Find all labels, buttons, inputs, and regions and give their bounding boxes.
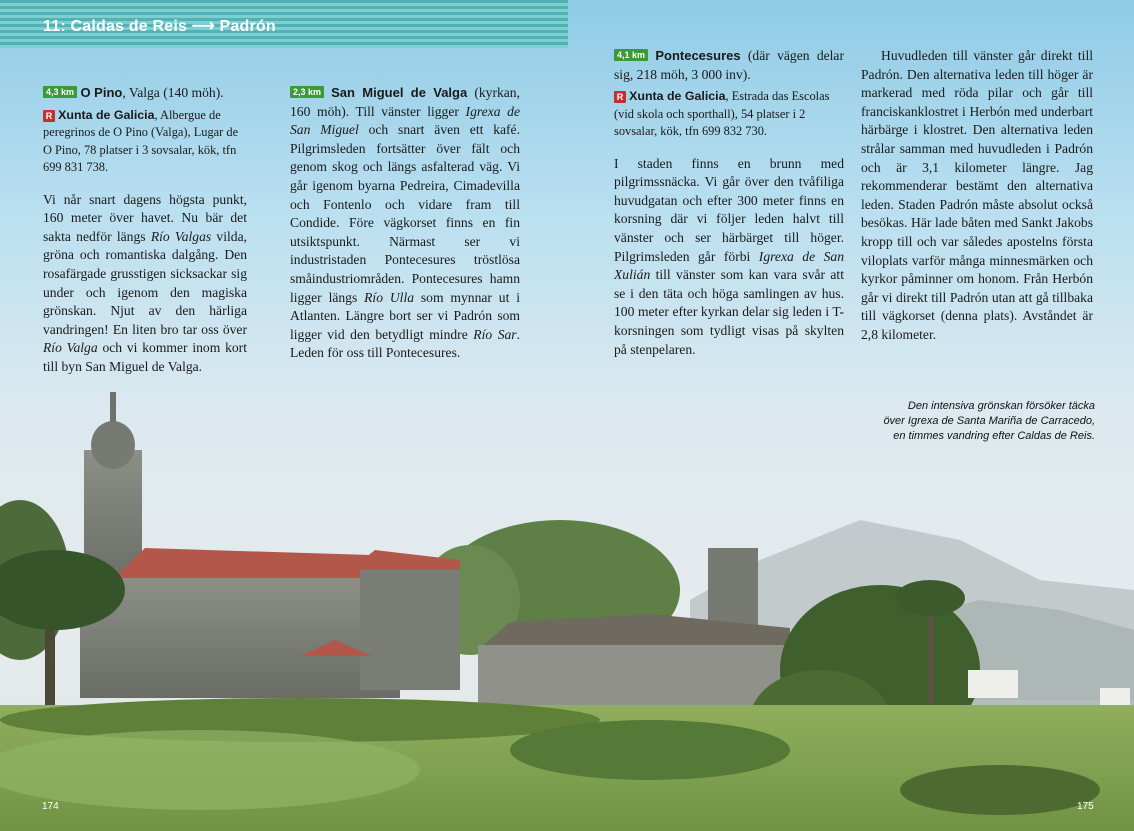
text-run: till vänster som kan vara svår att se i den täta och höga samlingen av hus. 100 meter efter kyrkan delar sig leden i T-korsningen som tydligt visas på skylten på stenpelaren. <box>614 267 844 357</box>
italic-run: Igrexa de San Xulián <box>614 248 844 283</box>
column-3 <box>614 47 844 359</box>
place-details: , Valga (140 möh). <box>122 85 224 100</box>
text-run: I staden finns en brunn med pilgrimssnäcka. Vi går över den tvåfiliga huvudgatan och efter 300 meter finns en korsning där vi följer leden halvt till vänster och ser härbärget till höger. Pilgrimsleden går förbi <box>614 155 844 264</box>
text-run: Vi når snart dagens högsta punkt, 160 meter över havet. Nu bär det sakta nedför längs <box>43 191 247 244</box>
text-run: . Leden för oss till Pontecesures. <box>290 326 520 361</box>
page-number-left: 174 <box>42 801 59 812</box>
italic-run: Río Sar <box>473 326 517 342</box>
chapter-title: 11: Caldas de Reis ⟶ Padrón <box>43 18 276 35</box>
body-paragraph <box>290 84 520 363</box>
column-2 <box>290 84 520 363</box>
place-name: O Pino <box>80 85 123 100</box>
text-run: och snart även ett kafé. Pilgrimsleden fortsätter över fält och genom skog och längs asfalterad väg. Vi går igenom byarna Pedreira, Cimadevilla och Fontenlo och vidare fram till Condide. Före vägkorset finns en fin utsiktspunkt. Närmast ser vi industristaden Pontecesures tröstlösa småindustriområden. Pontecesures hamn ligger längs <box>290 122 520 305</box>
hostel-info <box>43 107 247 177</box>
hostel-name: Xunta de Galicia <box>58 107 155 122</box>
distance-badge: 2,3 km <box>290 86 324 98</box>
hostel-icon: R <box>614 91 626 103</box>
photo-caption <box>855 399 1095 444</box>
place-name: Pontecesures <box>655 48 741 63</box>
hostel-icon: R <box>43 110 55 122</box>
caption-line: över Igrexa de Santa Mariña de Carracedo, <box>883 415 1095 427</box>
distance-badge: 4,1 km <box>614 49 648 61</box>
body-paragraph: Huvudleden till vänster går direkt till Padrón. Den alternativa leden till höger är markerad med röda pilar och går till franciskanklostret i Herbón med underbart härbärge i klostret. Den alternativa leden strålar samman med huvudleden i Padrón och är 3,1 kilometer längre. Jag rekommenderar bestämt den alternativa leden. Staden Padrón måste absolut också besökas. Här lade båten med Sankt Jakobs kropp till och var således apostelns första viloplats varför många minnesmärken och kyrkor påminner om honom. Från Herbón går vi direkt till Padrón utan att gå tillbaka till vägkorset (denna plats). Avståndet är 2,8 kilometer. <box>861 48 1093 342</box>
place-name: San Miguel de Valga <box>331 85 468 100</box>
hostel-info <box>614 88 844 141</box>
italic-run: Río Valga <box>43 340 98 356</box>
body-paragraph <box>614 155 844 360</box>
text-run: och vi kommer inom kort till byn San Miguel de Valga. <box>43 340 247 374</box>
body-paragraph <box>43 191 247 377</box>
distance-badge: 4,3 km <box>43 86 77 98</box>
page-number-right: 175 <box>1077 801 1094 812</box>
italic-run: Río Ulla <box>364 289 415 305</box>
hostel-details: , Estrada das Escolas (vid skola och sporthall), 54 platser i 2 sovsalar, kök, tfn 699 832 730. <box>614 89 830 139</box>
place-details: (där vägen delar sig, 218 möh, 3 000 inv). <box>614 48 844 82</box>
caption-line: Den intensiva grönskan försöker täcka <box>907 400 1095 412</box>
column-4 <box>861 47 1093 345</box>
hostel-name: Xunta de Galicia <box>629 89 726 104</box>
italic-run: Río Valgas <box>150 228 212 244</box>
place-paragraph <box>614 47 844 84</box>
hostel-details: , Albergue de peregrinos de O Pino (Valga), Lugar de O Pino, 78 platser i 3 sovsalar, kök, tfn 699 831 738. <box>43 107 239 175</box>
text-run: vilda, gröna och romantiska dalgång. Den rosafärgade grusstigen sicksackar sig under och igenom den magiska grönskan. Njut av den härliga vandringen! En liten bro tar oss över <box>43 228 247 337</box>
text-run: (kyrkan, 160 möh). Till vänster ligger <box>290 85 521 119</box>
italic-run: Igrexa de San Miguel <box>290 103 520 138</box>
caption-line: en timmes vandring efter Caldas de Reis. <box>893 430 1095 442</box>
text-run: som mynnar ut i Atlanten. Längre bort ser vi Padrón som ligger vid den betydligt mindre <box>290 289 520 342</box>
column-1 <box>43 84 247 377</box>
